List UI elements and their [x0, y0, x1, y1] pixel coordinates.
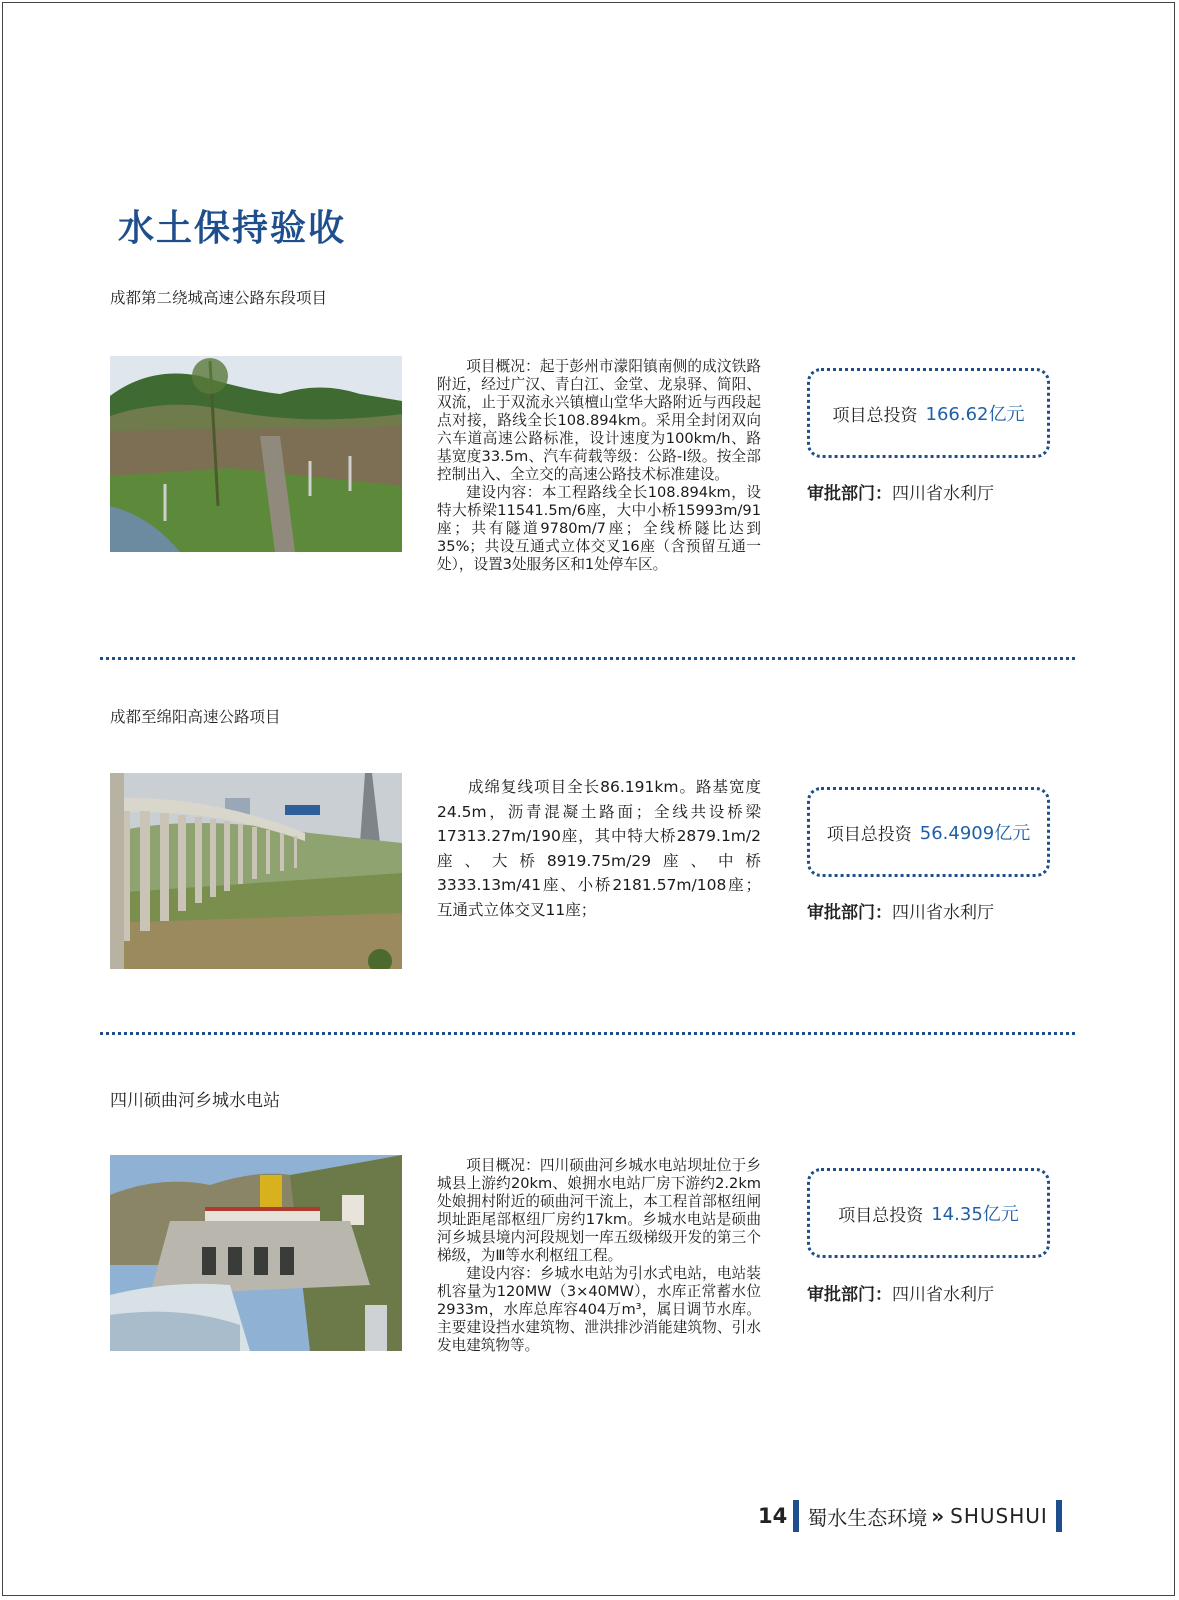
project-description [437, 358, 761, 574]
project-description [437, 775, 761, 922]
approval-value: 四川省水利厅 [892, 903, 994, 923]
footer-brand-en: SHUSHUI [950, 1504, 1048, 1528]
total-investment-box [807, 1168, 1050, 1258]
description-paragraph: 建设内容：本工程路线全长108.894km，设特大桥梁11541.5m/6座，大中小桥15993m/91座；共有隧道9780m/7座；全线桥隧比达到35%；共设互通式立体交叉16座（含预留互通一处），设置3处服务区和1处停车区。 [437, 484, 761, 573]
footer-accent-bar [1056, 1500, 1062, 1532]
investment-value: 166.62亿元 [925, 404, 1025, 425]
section-title: 四川硕曲河乡城水电站 [110, 1091, 280, 1111]
investment-label: 项目总投资 [826, 824, 912, 845]
total-investment-box [807, 787, 1050, 877]
section-divider [100, 657, 1075, 660]
investment-label: 项目总投资 [838, 1205, 924, 1226]
hydropower-dam-photo [110, 1155, 402, 1351]
page-footer [758, 1500, 1062, 1532]
approval-department [807, 1280, 994, 1305]
investment-value: 56.4909亿元 [919, 823, 1031, 844]
section-title: 成都第二绕城高速公路东段项目 [110, 289, 328, 307]
footer-accent-bar [793, 1500, 799, 1532]
investment-value: 14.35亿元 [931, 1204, 1019, 1225]
approval-value: 四川省水利厅 [892, 484, 994, 504]
page-number: 14 [758, 1504, 788, 1528]
approval-value: 四川省水利厅 [892, 1285, 994, 1305]
footer-brand: 蜀水生态环境 [807, 1505, 928, 1530]
description-paragraph: 成绵复线项目全长86.191km。路基宽度24.5m，沥青混凝土路面；全线共设桥梁17313.27m/190座，其中特大桥2879.1m/2座、大桥8919.75m/29座、中桥3333.13m/41座、小桥2181.57m/108座；互通式立体交叉11座； [437, 778, 761, 919]
approval-department [807, 479, 994, 504]
approval-label: 审批部门： [807, 903, 892, 923]
description-paragraph: 项目概况：起于彭州市濛阳镇南侧的成汶铁路附近，经过广汉、青白江、金堂、龙泉驿、简阳、双流，止于双流永兴镇檀山堂华大路附近与西段起点对接，路线全长108.894km。采用全封闭双向六车道高速公路标准，设计速度为100km/h、路基宽度33.5m、汽车荷载等级：公路-Ⅰ级。按全部控制出入、全立交的高速公路技术标准建设。 [437, 358, 761, 483]
project-description [437, 1157, 761, 1355]
description-paragraph: 建设内容：乡城水电站为引水式电站，电站装机容量为120MW（3×40MW），水库正常蓄水位2933m，水库总库容404万m³，属日调节水库。主要建设挡水建筑物、泄洪排沙消能建筑物、引水发电建筑物等。 [437, 1265, 761, 1354]
viaduct-bridge-photo [110, 773, 402, 969]
page-title: 水土保持验收 [118, 208, 347, 249]
double-chevron-icon: » [931, 1504, 945, 1528]
total-investment-box [807, 368, 1050, 458]
approval-label: 审批部门： [807, 484, 892, 504]
description-paragraph: 项目概况：四川硕曲河乡城水电站坝址位于乡城县上游约20km、娘拥水电站厂房下游约2.2km处娘拥村附近的硕曲河干流上，本工程首部枢纽闸坝址距尾部枢纽厂房约17km。乡城水电站是硕曲河乡城县境内河段规划一库五级梯级开发的第三个梯级，为Ⅲ等水利枢纽工程。 [437, 1157, 761, 1264]
section-divider [100, 1032, 1075, 1035]
approval-label: 审批部门： [807, 1285, 892, 1305]
investment-label: 项目总投资 [832, 405, 918, 426]
field-landscape-photo [110, 356, 402, 552]
section-title: 成都至绵阳高速公路项目 [110, 708, 281, 726]
approval-department [807, 898, 994, 923]
